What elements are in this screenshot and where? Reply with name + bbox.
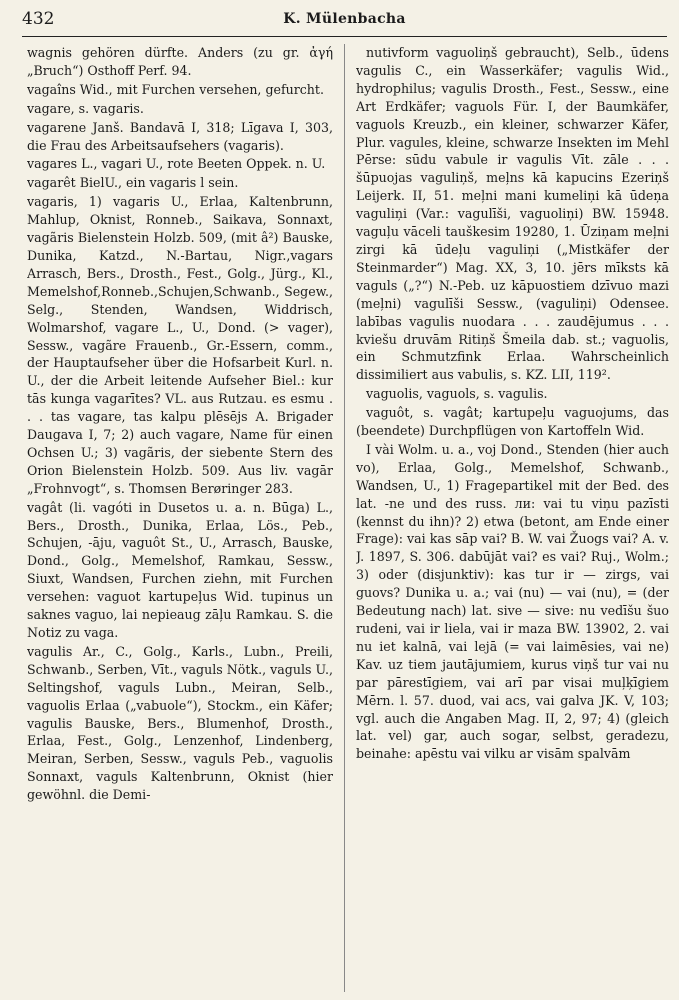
left-column xyxy=(27,44,333,994)
dictionary-entry: vagares L., vagari U., rote Beeten Oppek. n. U. xyxy=(27,156,326,172)
dictionary-entry: wagnis gehören dürfte. Anders (zu gr. ἀγή „Bruch“) Osthoff Perf. 94. xyxy=(27,45,333,78)
dictionary-entry: vaguôt, s. vagât; kartupeļu vaguojums, das (beendete) Durchpflügen von Kartoffeln Wid. xyxy=(356,405,669,439)
running-header xyxy=(22,6,667,37)
dictionary-entry: vagare, s. vagaris. xyxy=(27,100,144,116)
header-title: K. Mülenbacha xyxy=(283,11,406,27)
dictionary-entry: vagulis Ar., C., Golg., Karls., Lubn., Preili, Schwanb., Serben, Vīt., vaguls Nötk., vaguls U., Seltingshof, vaguls Lubn., Meiran, Selb., vaguolis Erlaa („vabuole“), Stockm., ein Käfer; vagulis Bauske, Bers., Blumenhof, Drosth., Erlaa, Fest., Golg., Lenzenhof, Lindenberg, Meiran, Serben, Sessw., vaguls Peb., vaguolis Sonnaxt, vaguls Kaltenbrunn, Oknist (hier gewöhnl. die Demi- xyxy=(27,643,333,803)
dictionary-entry: vagarene Janš. Bandavā I, 318; Līgava I, 303, die Frau des Arbeitsaufsehers (vagaris). xyxy=(27,119,333,153)
dictionary-entry: vagât (li. vagóti in Dusetos u. a. n. Būga) L., Bers., Drosth., Dunika, Erlaa, Lös., Peb., Schujen, -āju, vaguôt St., U., Arrasch, Bauske, Dond., Golg., Memelshof, Ramkau, Sessw., Siuxt, Wandsen, Furchen ziehn, mit Furchen versehen: vaguot kartupeļus Wid. tupinus un saknes vaguo, lai nepieaug zāļu Ramkau. S. die Notiz zu vaga. xyxy=(27,499,333,640)
dictionary-entry: vagaris, 1) vagaris U., Erlaa, Kaltenbrunn, Mahlup, Oknist, Ronneb., Saikava, Sonnaxt, vagãris Bielenstein Holzb. 509, (mit â²) Bauske, Dunika, Katzd., N.-Bartau, Nigr.,vagars Arrasch, Bers., Drosth., Fest., Golg., Jürg., Kl., Memelshof,Ronneb.,Schujen,Schwanb., Segew., Selg., Stenden, Wandsen, Widdrisch, Wolmarshof, vagare L., U., Dond. (> vager), Sessw., vagãre Frauenb., Gr.-Essern, comm., der Hauptaufseher über die Hofsarbeit Kurl. n. U., der die Arbeit leitende Aufseher Biel.: kur tās kunga vagarītes? VL. aus Rutzau. es esmu . . . tas vagare, tas kalpu plēsējs A. Brigader Daugava I, 7; 2) auch vagare, Name für einen Ochsen U.; 3) vagãris, der siebente Stern des Orion Bielenstein Holzb. 509. Aus liv. vagār „Frohnvogt“, s. Thomsen Berøringer 283. xyxy=(27,194,333,496)
dictionary-entry: nutivform vaguoliņš gebraucht), Selb., ūdens vagulis C., ein Wasserkäfer; vagulis Wid., hydrophilus; vagulis Drosth., Fest., Sessw., eine Art Erdkäfer; vaguols Für. I, der Baumkäfer, vaguols Kreuzb., ein kleiner, schwarzer Käfer, Plur. vagules, kleine, schwarze Insekten im Mehl Pērse: sūdu vabule ir vagulis Vīt. zāle . . . šūpuojas vaguliņš, meļns kā kapucins Ezeriņš Leijerk. II, 51. meļni mani kumeliņi kā ūdeņa vaguliņi (Var.: vagulīši, vaguoliņi) BW. 15948. vaguļu vāceli tauškesim 19280, 1. Ūziņam meļni zirgi kā ūdeļu vaguliņi („Mistkäfer der Steinmarder“) Mag. XX, 3, 10. jērs mīksts kā vaguls („?“) N.-Peb. uz kāpuostiem dzīvuo mazi (meļni) vagulīši Sessw., (vaguliņi) Odensee. labības vagulis nuodara . . . zaudējumus . . . kviešu druvām Ritiņš Šmeila dab. st.; vaguolis, ein Schmutzfink Erlaa. Wahrscheinlich dissimiliert aus vabulis, s. KZ. LII, 119². xyxy=(356,45,669,383)
page-number: 432 xyxy=(22,9,55,29)
dictionary-entry: vagarêt BielU., ein vagaris l sein. xyxy=(27,175,239,191)
right-column xyxy=(356,44,669,994)
dictionary-entry: vaguolis, vaguols, s. vagulis. xyxy=(366,386,548,402)
dictionary-entry: vagaîns Wid., mit Furchen versehen, gefurcht. xyxy=(27,81,324,97)
column-divider xyxy=(344,44,345,992)
dictionary-entry: I vài Wolm. u. a., voj Dond., Stenden (hier auch vo), Erlaa, Golg., Memelshof, Schwanb., Wandsen, U., 1) Fragepartikel mit der Bed. des lat. -ne und des russ. ли: vai tu viņu pazīsti (kennst du ihn)? 2) etwa (betont, am Ende einer Frage): vai kas sāp vai? B. W. vai Žuogs vai? A. v. J. 1897, S. 306. dabūjāt vai? es vai? Ruj., Wolm.; 3) oder (disjunktiv): kas tur ir — zirgs, vai guovs? Dunika u. a.; vai (nu) — vai (nu), = (der Bedeutung nach) lat. sive — sive: nu vedīšu šuo rudeni, vai ir liela, vai ir maza BW. 13902, 2. vai nu iet kalnā, vai lejā (= vai laimēsies, vai ne) Kav. uz tiem jautājumiem, kurus viņš tur vai nu par pārestīgiem, vai arī par visai muļķīgiem Mērn. l. 57. duod, vai acs, vai galva JK. V, 103; vgl. auch die Angaben Mag. II, 2, 97; 4) (gleich lat. vel) gar, auch sogar, selbst, geradezu, beinahe: apēstu vai vilku ar visām spalvām xyxy=(356,441,669,762)
